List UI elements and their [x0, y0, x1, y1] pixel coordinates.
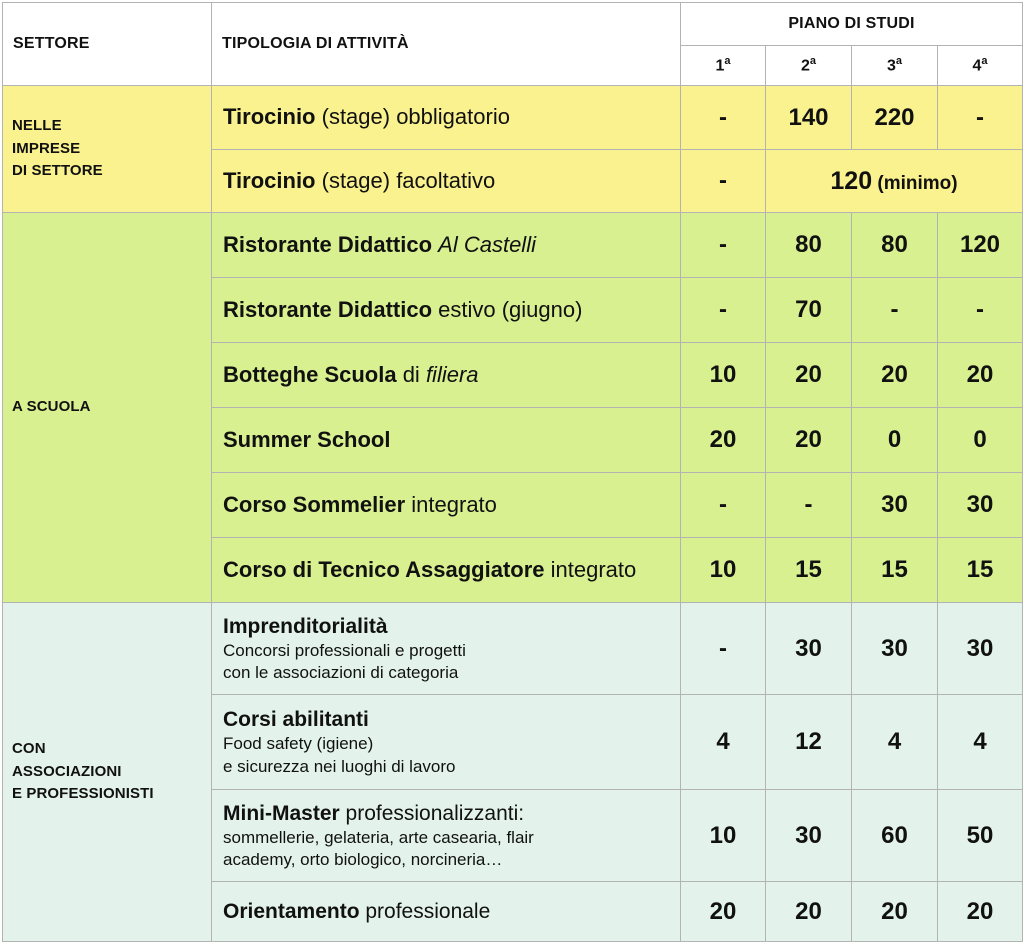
- section-label-line: NELLE: [12, 117, 62, 135]
- header-settore: SETTORE: [3, 3, 212, 86]
- year-number: 2: [800, 57, 810, 75]
- section-label-imprese: [3, 86, 212, 213]
- value-cell: 20: [938, 343, 1023, 408]
- row-title-corso-tecnico-assaggiatore: Corso di Tecnico Assaggiatore integrato: [212, 538, 681, 603]
- row-title-summer-school: Summer School: [212, 408, 681, 473]
- value-cell: -: [938, 86, 1023, 150]
- value-cell: 30: [766, 603, 852, 695]
- value-cell: 30: [852, 603, 938, 695]
- value-cell: 120: [938, 213, 1023, 278]
- row-subtitle: Concorsi professionali e progetti: [223, 640, 466, 660]
- value-cell: 10: [681, 538, 766, 603]
- value-cell: 0: [938, 408, 1023, 473]
- section-label-line: DI SETTORE: [12, 162, 103, 180]
- year-ordinal: a: [809, 55, 817, 68]
- section-label-scuola: [3, 213, 212, 603]
- year-number: 3: [886, 57, 896, 75]
- header-year-3: [852, 46, 938, 86]
- row-title-botteghe-scuola: Botteghe Scuola di filiera: [212, 343, 681, 408]
- value-cell: 15: [852, 538, 938, 603]
- value-cell: -: [681, 150, 766, 213]
- value-cell: 20: [938, 882, 1023, 942]
- year-number: 1: [715, 57, 725, 75]
- row-title-orientamento: Orientamento professionale: [212, 882, 681, 942]
- study-plan-table: [2, 2, 1023, 942]
- value-cell: -: [681, 603, 766, 695]
- value-cell: -: [938, 278, 1023, 343]
- value-cell: 10: [681, 343, 766, 408]
- row-subtitle: academy, orto biologico, norcineria…: [223, 850, 503, 870]
- row-title-imprenditorialita: Imprenditorialità Concorsi professionali e progetti con le associazioni di categoria: [212, 603, 681, 695]
- value-cell: -: [681, 473, 766, 538]
- year-number: 4: [972, 57, 982, 75]
- value-cell: 30: [766, 790, 852, 882]
- row-title-corso-sommelier: Corso Sommelier integrato: [212, 473, 681, 538]
- header-year-1: [681, 46, 766, 86]
- section-label-line: CON: [12, 740, 46, 758]
- header-year-2: [766, 46, 852, 86]
- value-cell: -: [681, 278, 766, 343]
- value-cell: 4: [852, 695, 938, 790]
- value-cell: 4: [938, 695, 1023, 790]
- value-cell: 15: [938, 538, 1023, 603]
- row-title-ristorante-al-castelli: Ristorante Didattico Al Castelli: [212, 213, 681, 278]
- section-label-line: IMPRESE: [12, 139, 81, 157]
- header-piano-di-studi: PIANO DI STUDI: [681, 3, 1023, 46]
- value-cell: 30: [938, 603, 1023, 695]
- header-tipologia: TIPOLOGIA DI ATTIVITÀ: [212, 3, 681, 86]
- value-cell: 20: [852, 343, 938, 408]
- value-cell: 30: [852, 473, 938, 538]
- section-label-line: E PROFESSIONISTI: [12, 785, 154, 803]
- year-ordinal: a: [724, 55, 731, 68]
- section-label-line: ASSOCIAZIONI: [12, 762, 122, 780]
- value-cell: 15: [766, 538, 852, 603]
- value-cell: 20: [766, 343, 852, 408]
- value-cell: -: [852, 278, 938, 343]
- row-title-corsi-abilitanti: Corsi abilitanti Food safety (igiene) e sicurezza nei luoghi di lavoro: [212, 695, 681, 790]
- value-cell: -: [766, 473, 852, 538]
- value-cell: 70: [766, 278, 852, 343]
- year-ordinal: a: [981, 55, 988, 68]
- row-title-tirocinio-facoltativo: Tirocinio (stage) facoltativo: [212, 150, 681, 213]
- value-cell: 10: [681, 790, 766, 882]
- row-subtitle: con le associazioni di categoria: [223, 663, 459, 683]
- value-cell: 0: [852, 408, 938, 473]
- value-cell: 220: [852, 86, 938, 150]
- row-subtitle: sommellerie, gelateria, arte casearia, flair: [223, 827, 534, 847]
- value-cell: 20: [681, 882, 766, 942]
- header-year-4: [938, 46, 1023, 86]
- value-cell: 80: [852, 213, 938, 278]
- merged-value-cell: 120 (minimo): [766, 150, 1023, 213]
- value-cell: 20: [766, 882, 852, 942]
- row-title-ristorante-estivo: Ristorante Didattico estivo (giugno): [212, 278, 681, 343]
- value-cell: -: [681, 213, 766, 278]
- value-cell: 4: [681, 695, 766, 790]
- value-cell: 30: [938, 473, 1023, 538]
- row-subtitle: Food safety (igiene): [223, 734, 374, 754]
- value-cell: 140: [766, 86, 852, 150]
- value-cell: 80: [766, 213, 852, 278]
- value-cell: 20: [766, 408, 852, 473]
- year-ordinal: a: [895, 55, 903, 68]
- row-subtitle: e sicurezza nei luoghi di lavoro: [223, 756, 456, 776]
- value-cell: 12: [766, 695, 852, 790]
- value-cell: -: [681, 86, 766, 150]
- row-title-mini-master: Mini-Master professionalizzanti: sommellerie, gelateria, arte casearia, flair academy, orto biologico, norcineria…: [212, 790, 681, 882]
- section-label-associazioni: [3, 603, 212, 942]
- row-title-tirocinio-obbligatorio: Tirocinio (stage) obbligatorio: [212, 86, 681, 150]
- value-cell: 20: [681, 408, 766, 473]
- value-cell: 50: [938, 790, 1023, 882]
- value-cell: 60: [852, 790, 938, 882]
- section-label-line: A SCUOLA: [12, 398, 91, 416]
- value-cell: 20: [852, 882, 938, 942]
